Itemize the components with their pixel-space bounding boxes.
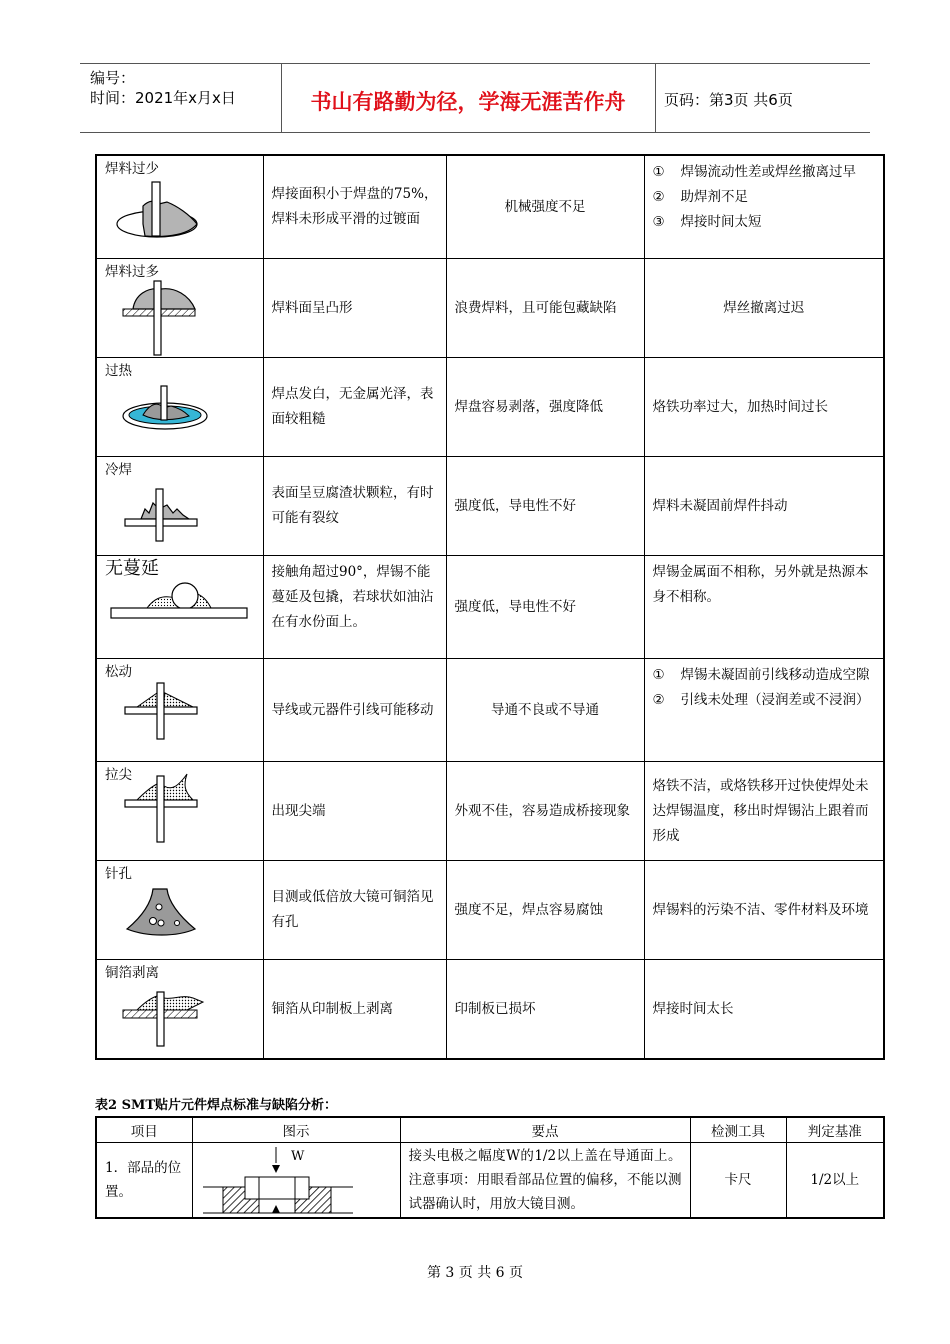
cause-cell: 烙铁不洁，或烙铁移开过快使焊处未达焊锡温度，移出时焊锡沾上跟着而形成 bbox=[644, 762, 884, 861]
defect-figure-cell bbox=[96, 155, 263, 259]
defect-name: 拉尖 bbox=[105, 767, 132, 783]
cause-item: ② 引线未处理（浸润差或不浸润） bbox=[652, 692, 870, 708]
cause-cell: 焊锡金属面不相称，另外就是热源本身不相称。 bbox=[644, 556, 884, 659]
defect-figure-cell bbox=[96, 960, 263, 1060]
number-label: 编号： bbox=[90, 69, 136, 87]
page-footer: 第 3 页 共 6 页 bbox=[426, 1265, 524, 1281]
column-header: 判定基准 bbox=[786, 1117, 884, 1143]
defect-figure-cell bbox=[96, 358, 263, 457]
hazard-cell: 焊盘容易剥落，强度降低 bbox=[446, 358, 644, 457]
criterion-cell: 1/2以上 bbox=[786, 1143, 884, 1219]
cause-cell: 焊锡料的污染不洁、零件材料及环境 bbox=[644, 861, 884, 960]
column-header: 项目 bbox=[96, 1117, 192, 1143]
defect-figure-cell bbox=[96, 457, 263, 556]
cause-cell: 焊料未凝固前焊件抖动 bbox=[644, 457, 884, 556]
header-divider bbox=[655, 64, 656, 132]
cold-solder-figure bbox=[97, 457, 263, 555]
cause-cell: 焊丝撤离过迟 bbox=[644, 259, 884, 358]
date-label: 时间：2021年x月x日 bbox=[90, 89, 236, 107]
table-header-row bbox=[96, 1117, 884, 1143]
column-header: 图示 bbox=[192, 1117, 400, 1143]
appearance-cell: 表面呈豆腐渣状颗粒，有时可能有裂纹 bbox=[263, 457, 446, 556]
cause-cell: 焊接时间太长 bbox=[644, 960, 884, 1060]
smt-table bbox=[95, 1116, 885, 1219]
figure-cell bbox=[192, 1143, 400, 1219]
table2-caption: 表2 SMT贴片元件焊点标准与缺陷分析： bbox=[95, 1098, 338, 1113]
motto: 书山有路勤为径，学海无涯苦作舟 bbox=[310, 90, 626, 114]
hazard-cell: 强度不足，焊点容易腐蚀 bbox=[446, 861, 644, 960]
defect-name: 过热 bbox=[105, 363, 132, 379]
appearance-cell: 出现尖端 bbox=[263, 762, 446, 861]
appearance-cell: 焊料面呈凸形 bbox=[263, 259, 446, 358]
appearance-cell: 焊点发白，无金属光泽，表面较粗糙 bbox=[263, 358, 446, 457]
defect-name: 冷焊 bbox=[105, 462, 132, 478]
defect-figure-cell bbox=[96, 659, 263, 762]
column-header: 检测工具 bbox=[690, 1117, 786, 1143]
hazard-cell: 浪费焊料，且可能包藏缺陷 bbox=[446, 259, 644, 358]
defect-figure-cell bbox=[96, 861, 263, 960]
cause-cell bbox=[644, 659, 884, 762]
overheat-figure bbox=[97, 358, 263, 456]
hazard-cell: 强度低，导电性不好 bbox=[446, 457, 644, 556]
page-header bbox=[80, 63, 870, 133]
table-row bbox=[96, 556, 884, 659]
defect-name: 针孔 bbox=[105, 866, 132, 882]
defect-name: 铜箔剥离 bbox=[105, 965, 159, 981]
table-row bbox=[96, 457, 884, 556]
pinhole-figure bbox=[97, 861, 263, 959]
defect-figure-cell bbox=[96, 762, 263, 861]
copper-lift-figure bbox=[97, 960, 263, 1058]
cause-item: ① 焊锡未凝固前引线移动造成空隙 bbox=[652, 667, 870, 683]
page-label: 页码：第3页 共6页 bbox=[664, 91, 793, 109]
point-cell: 接头电极之幅度W的1/2以上盖在导通面上。注意事项：用眼看部品位置的偏移，不能以测试器确认时，用放大镜目测。 bbox=[400, 1143, 690, 1219]
defect-table bbox=[95, 154, 885, 1060]
appearance-cell: 焊接面积小于焊盘的75%，焊料未形成平滑的过镀面 bbox=[263, 155, 446, 259]
component-position-figure bbox=[193, 1143, 401, 1217]
hazard-cell: 外观不佳，容易造成桥接现象 bbox=[446, 762, 644, 861]
defect-name: 焊料过少 bbox=[105, 161, 159, 177]
icicle-figure bbox=[97, 762, 263, 860]
appearance-cell: 铜箔从印制板上剥离 bbox=[263, 960, 446, 1060]
table-row bbox=[96, 659, 884, 762]
non-wetting-figure bbox=[97, 556, 263, 654]
item-cell: 1．部品的位置。 bbox=[96, 1143, 192, 1219]
width-label: W bbox=[290, 1149, 304, 1164]
defect-name: 焊料过多 bbox=[105, 264, 159, 280]
table-row bbox=[96, 358, 884, 457]
table-row bbox=[96, 1143, 884, 1219]
table-row bbox=[96, 155, 884, 259]
excess-solder-figure bbox=[97, 259, 263, 357]
defect-name: 无蔓延 bbox=[105, 558, 159, 579]
defect-figure-cell bbox=[96, 259, 263, 358]
cause-item: ① 焊锡流动性差或焊丝撤离过早 bbox=[652, 164, 856, 180]
column-header: 要点 bbox=[400, 1117, 690, 1143]
appearance-cell: 导线或元器件引线可能移动 bbox=[263, 659, 446, 762]
table-row bbox=[96, 960, 884, 1060]
tool-cell: 卡尺 bbox=[690, 1143, 786, 1219]
loose-figure bbox=[97, 659, 263, 757]
insufficient-solder-figure bbox=[97, 156, 263, 254]
hazard-cell: 导通不良或不导通 bbox=[446, 659, 644, 762]
cause-item: ③ 焊接时间太短 bbox=[652, 214, 762, 230]
appearance-cell: 目测或低倍放大镜可铜箔见有孔 bbox=[263, 861, 446, 960]
defect-name: 松动 bbox=[105, 664, 132, 680]
appearance-cell: 接触角超过90°，焊锡不能蔓延及包撬，若球状如油沾在有水份面上。 bbox=[263, 556, 446, 659]
table-row bbox=[96, 762, 884, 861]
defect-figure-cell bbox=[96, 556, 263, 659]
header-meta bbox=[90, 68, 236, 108]
cause-cell: 烙铁功率过大，加热时间过长 bbox=[644, 358, 884, 457]
table-row bbox=[96, 259, 884, 358]
hazard-cell: 机械强度不足 bbox=[446, 155, 644, 259]
table-row bbox=[96, 861, 884, 960]
hazard-cell: 印制板已损坏 bbox=[446, 960, 644, 1060]
cause-item: ② 助焊剂不足 bbox=[652, 189, 748, 205]
cause-cell bbox=[644, 155, 884, 259]
hazard-cell: 强度低，导电性不好 bbox=[446, 556, 644, 659]
